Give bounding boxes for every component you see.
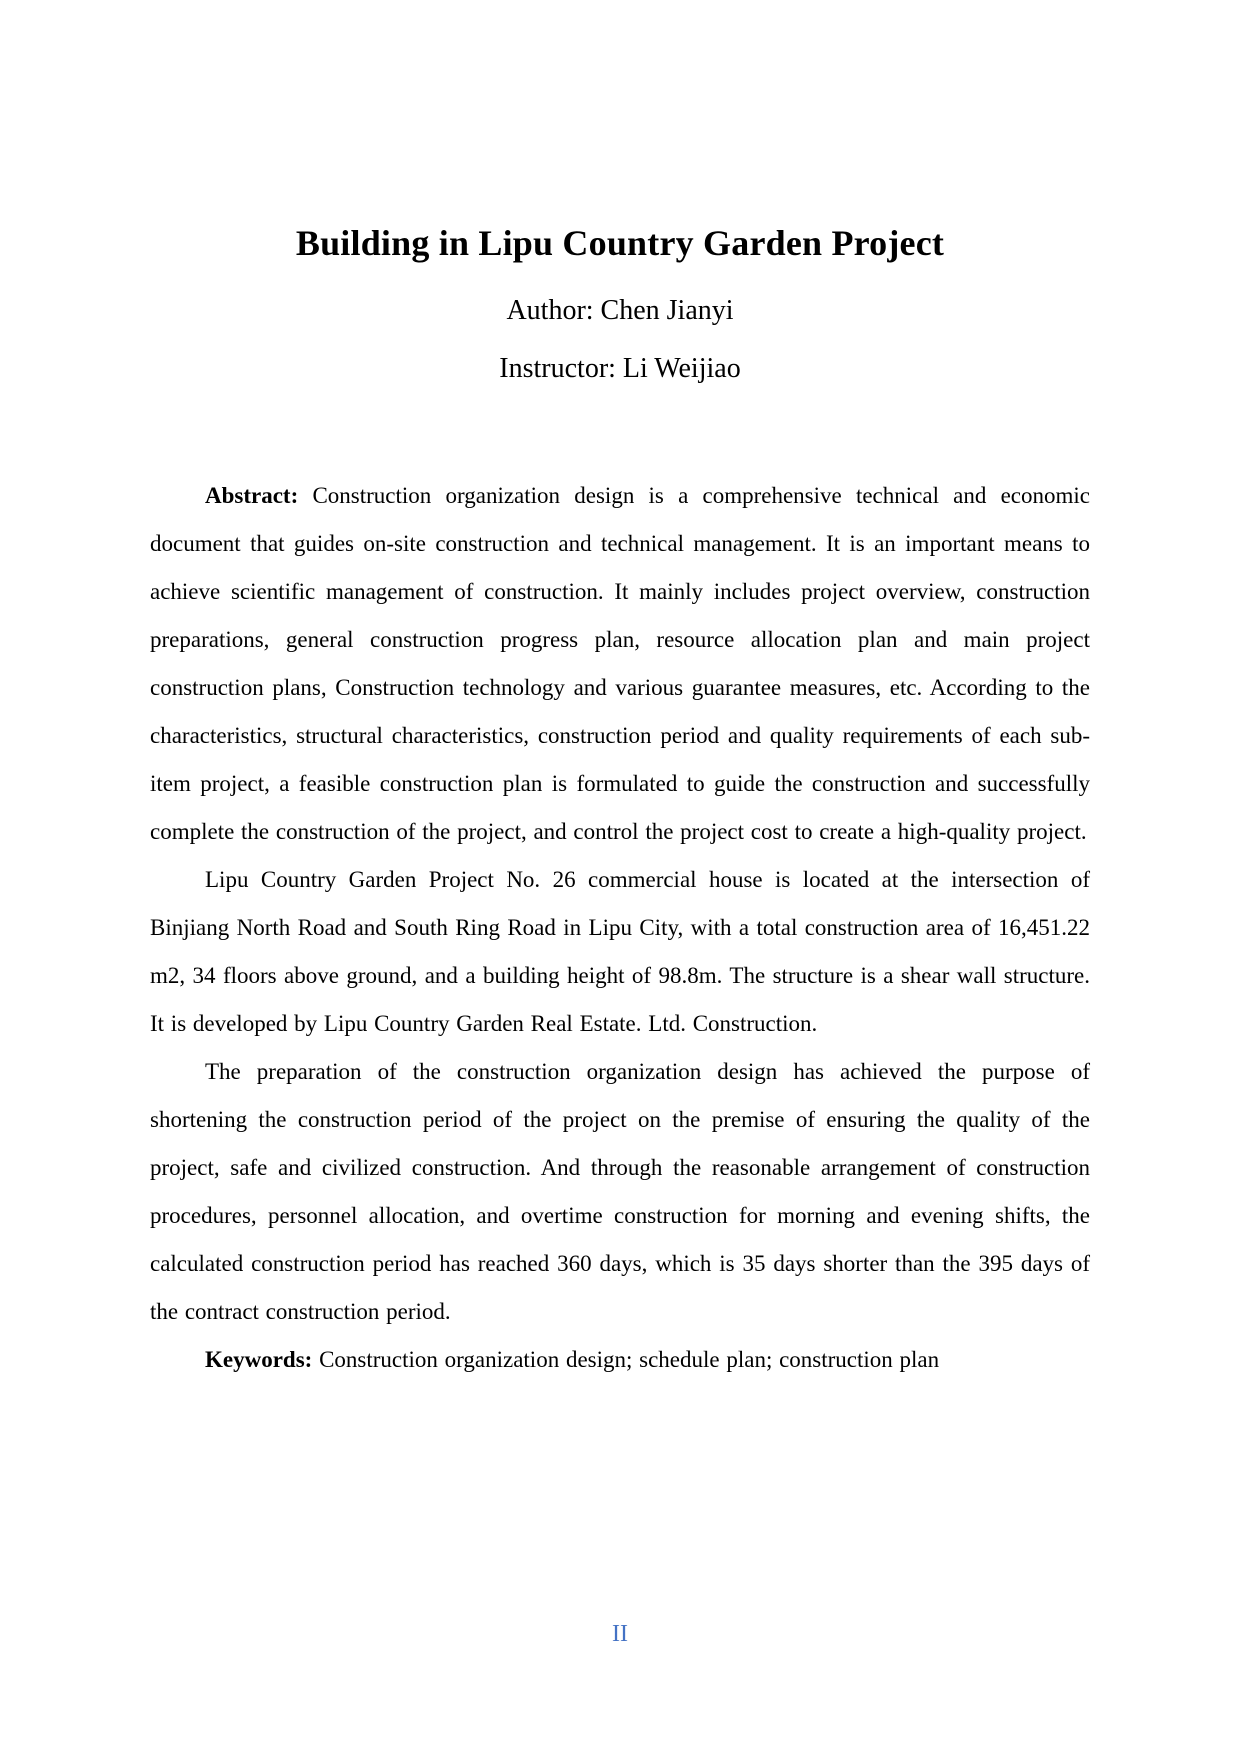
page-number: II xyxy=(612,1621,628,1647)
keywords-text: Construction organization design; schedule plan; construction plan xyxy=(312,1347,940,1372)
abstract-text: Construction organization design is a comprehensive technical and economic document that guides on-site construction and technical management. It is an important means to achieve scientific management of construction. It mainly includes project overview, construction preparations, general construction progress plan, resource allocation plan and main project construction plans, Construction technology and various guarantee measures, etc. According to the characteristics, structural characteristics, construction period and quality requirements of each sub-item project, a feasible construction plan is formulated to guide the construction and successfully complete the construction of the project, and control the project cost to create a high-quality project. xyxy=(150,483,1090,844)
document-title: Building in Lipu Country Garden Project xyxy=(295,223,945,263)
author-line: Author: Chen Jianyi xyxy=(506,295,734,326)
abstract-label: Abstract: xyxy=(205,483,299,508)
instructor-line: Instructor: Li Weijiao xyxy=(499,353,741,384)
abstract-body xyxy=(150,472,1090,1384)
abstract-paragraph xyxy=(150,472,1090,856)
keywords-label: Keywords: xyxy=(205,1347,313,1372)
keywords-paragraph xyxy=(150,1336,1090,1384)
construction-period-paragraph: The preparation of the construction organization design has achieved the purpose of shortening the construction period of the project on the premise of ensuring the quality of the project, safe and civilized construction. And through the reasonable arrangement of construction procedures, personnel allocation, and overtime construction for morning and evening shifts, the calculated construction period has reached 360 days, which is 35 days shorter than the 395 days of the contract construction period. xyxy=(150,1059,1090,1324)
project-overview-paragraph: Lipu Country Garden Project No. 26 commercial house is located at the intersection of Binjiang North Road and South Ring Road in Lipu City, with a total construction area of 16,451.22 m2, 34 floors above ground, and a building height of 98.8m. The structure is a shear wall structure. It is developed by Lipu Country Garden Real Estate. Ltd. Construction. xyxy=(150,867,1090,1036)
